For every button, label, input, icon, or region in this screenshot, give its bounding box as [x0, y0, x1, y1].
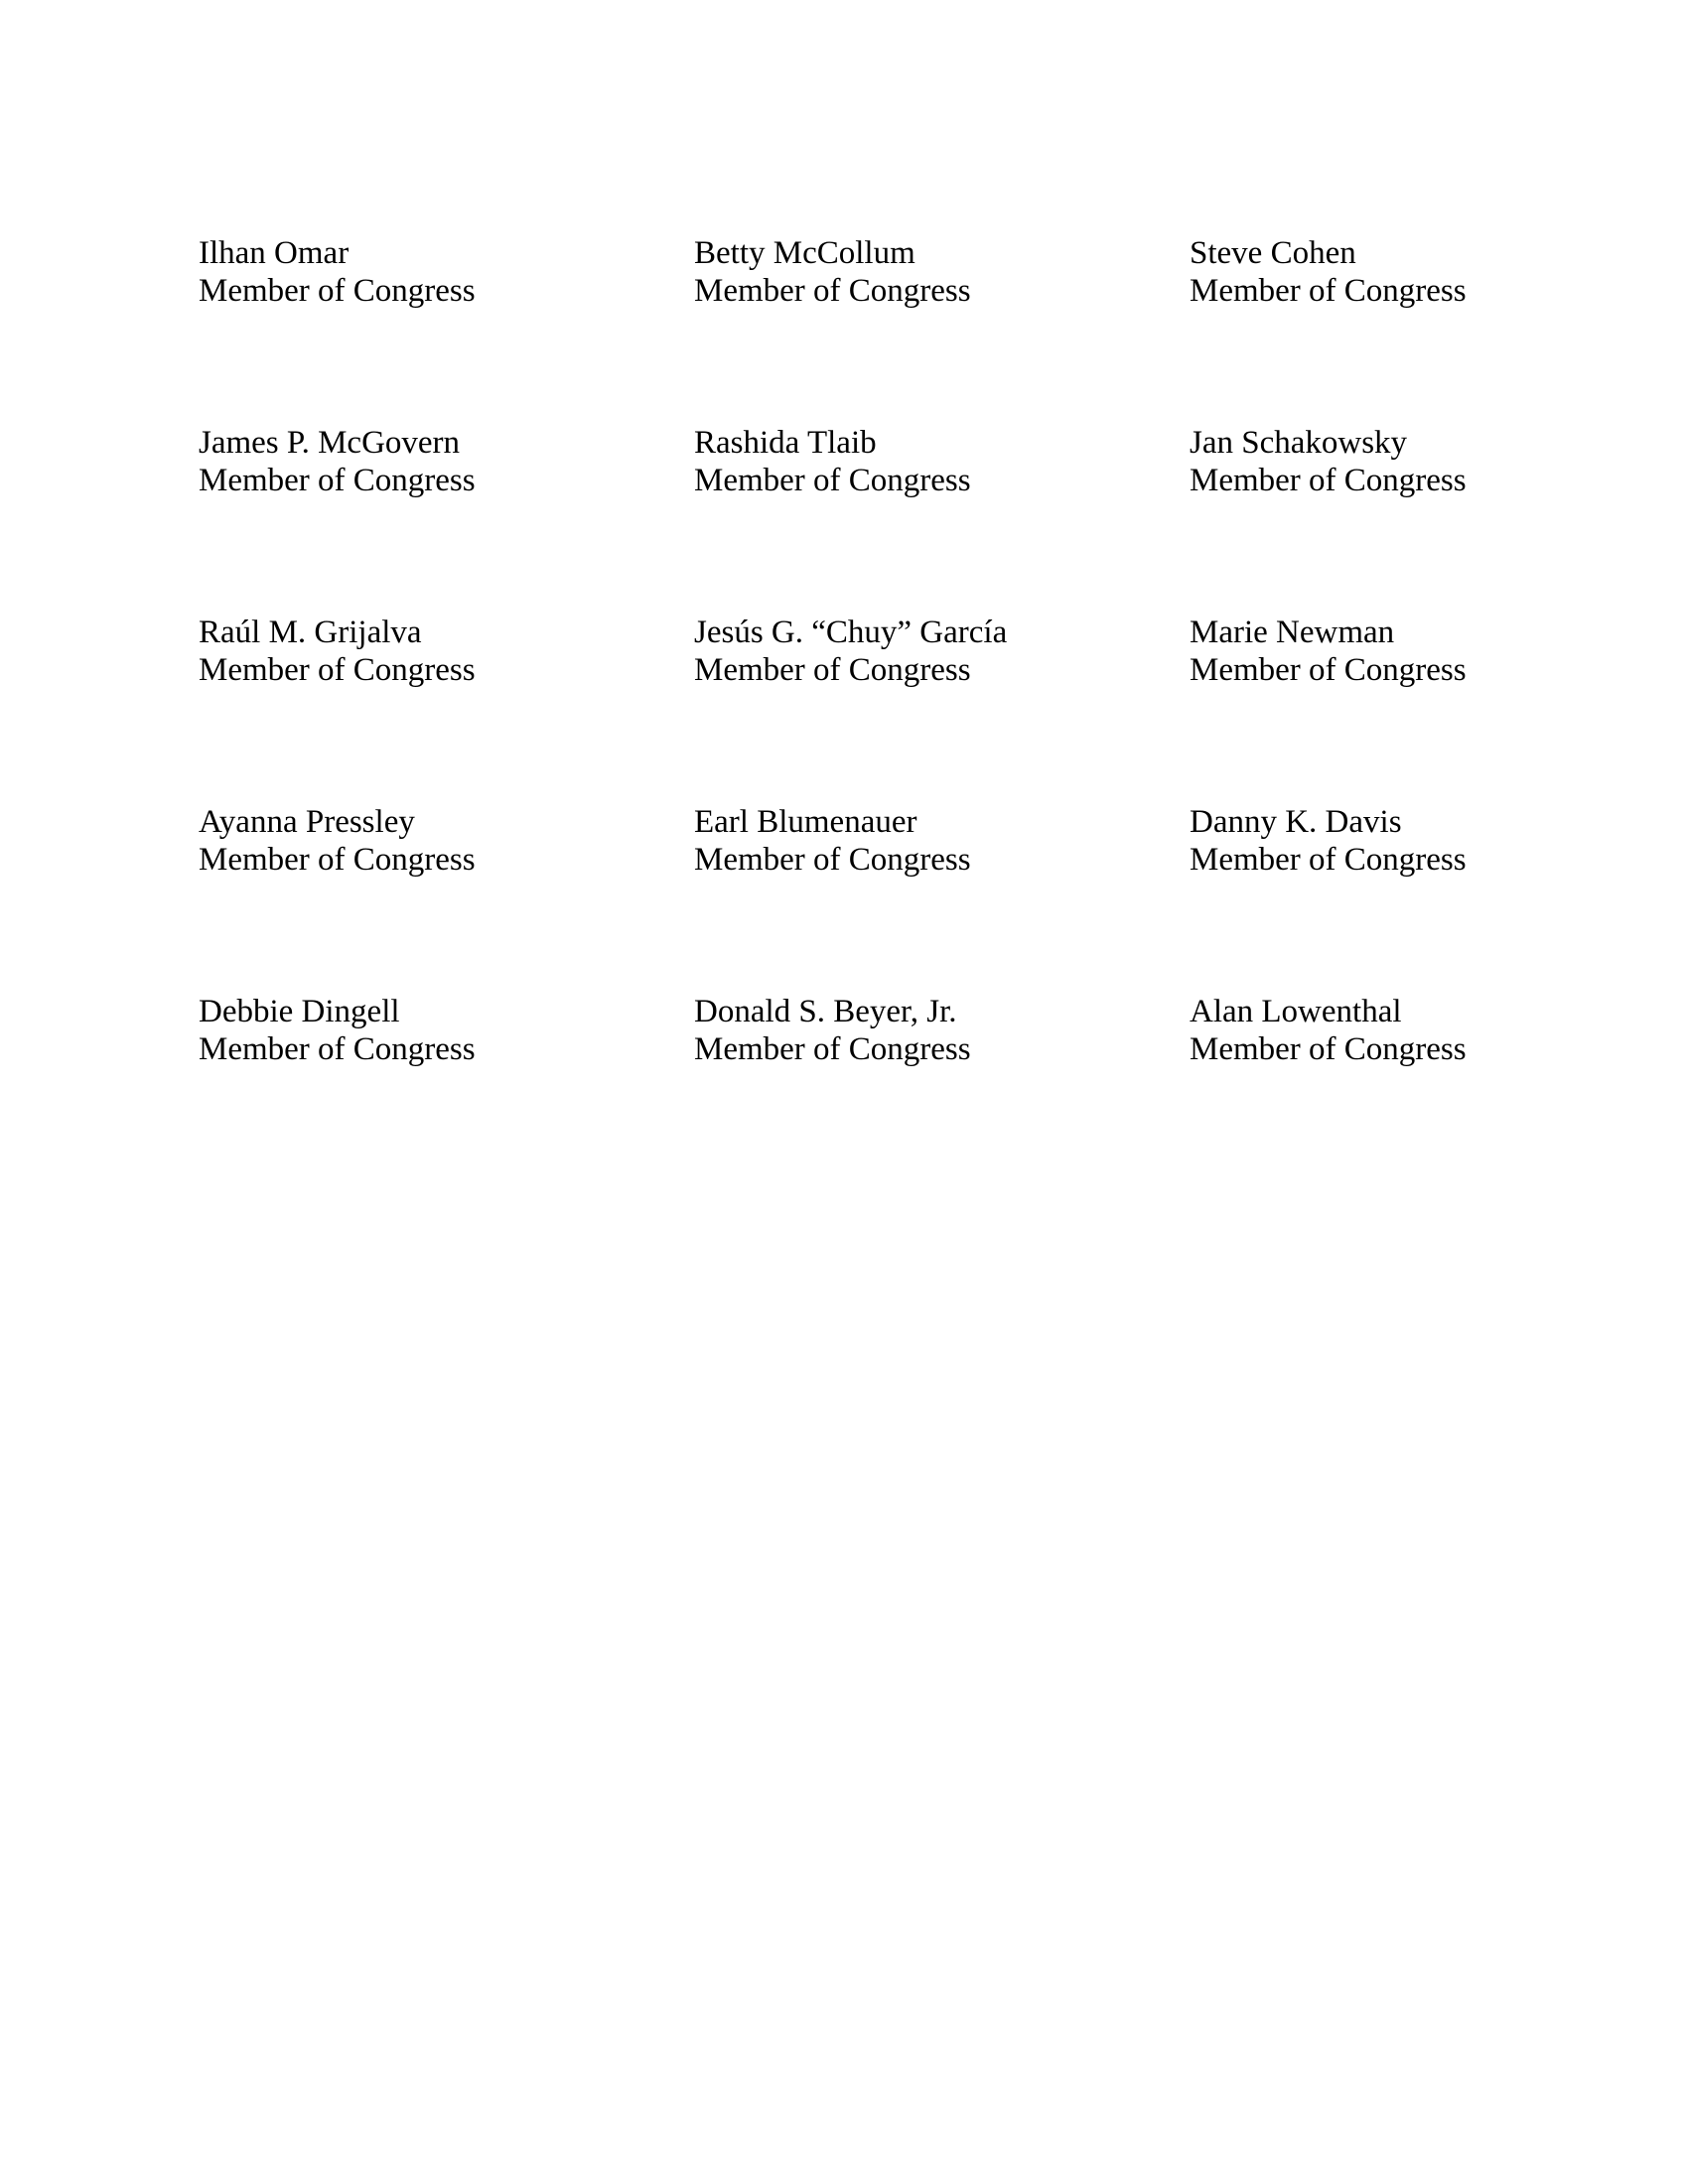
signatory-name: Ayanna Pressley	[199, 804, 415, 840]
signatory-name: Earl Blumenauer	[694, 804, 917, 840]
signatory-name: Danny K. Davis	[1190, 804, 1402, 840]
signatory-name: Raúl M. Grijalva	[199, 614, 422, 650]
signatory-title: Member of Congress	[199, 1031, 476, 1067]
signatory-title: Member of Congress	[1190, 652, 1467, 688]
signatory-name: James P. McGovern	[199, 425, 461, 461]
signature-row	[199, 614, 1489, 803]
signatory-title: Member of Congress	[694, 463, 971, 498]
signatory-title: Member of Congress	[199, 652, 476, 688]
signatory-title: Member of Congress	[1190, 273, 1467, 309]
signature-block	[199, 993, 694, 1182]
signatory-title: Member of Congress	[199, 463, 476, 498]
signature-grid	[199, 234, 1489, 1182]
signature-block	[1190, 424, 1487, 614]
signatory-name: Jan Schakowsky	[1190, 425, 1408, 461]
signature-block	[199, 803, 694, 993]
signature-block	[694, 993, 1190, 1182]
signature-row	[199, 424, 1489, 614]
signatory-title: Member of Congress	[694, 842, 971, 878]
signature-block	[1190, 234, 1487, 424]
signatory-title: Member of Congress	[694, 1031, 971, 1067]
signature-block	[199, 424, 694, 614]
signatory-title: Member of Congress	[199, 273, 476, 309]
signature-row	[199, 234, 1489, 424]
signatory-name: Steve Cohen	[1190, 235, 1356, 271]
signatory-name: Alan Lowenthal	[1190, 994, 1402, 1029]
signature-block	[694, 614, 1190, 803]
signature-block	[1190, 803, 1487, 993]
signatory-title: Member of Congress	[1190, 1031, 1467, 1067]
signatory-title: Member of Congress	[199, 842, 476, 878]
signature-block	[694, 234, 1190, 424]
signature-block	[199, 614, 694, 803]
signature-block	[1190, 614, 1487, 803]
signatory-name: Betty McCollum	[694, 235, 915, 271]
signatory-title: Member of Congress	[694, 652, 971, 688]
signature-block	[694, 803, 1190, 993]
signatory-name: Marie Newman	[1190, 614, 1395, 650]
signatory-name: Rashida Tlaib	[694, 425, 877, 461]
signatory-name: Jesús G. “Chuy” García	[694, 614, 1008, 650]
signatory-title: Member of Congress	[1190, 463, 1467, 498]
signature-row	[199, 993, 1489, 1182]
signatory-name: Donald S. Beyer, Jr.	[694, 994, 957, 1029]
signature-block	[1190, 993, 1487, 1182]
signatory-name: Debbie Dingell	[199, 994, 400, 1029]
signature-row	[199, 803, 1489, 993]
signature-block	[199, 234, 694, 424]
signature-block	[694, 424, 1190, 614]
signatory-title: Member of Congress	[1190, 842, 1467, 878]
signatory-title: Member of Congress	[694, 273, 971, 309]
signatory-name: Ilhan Omar	[199, 235, 350, 271]
